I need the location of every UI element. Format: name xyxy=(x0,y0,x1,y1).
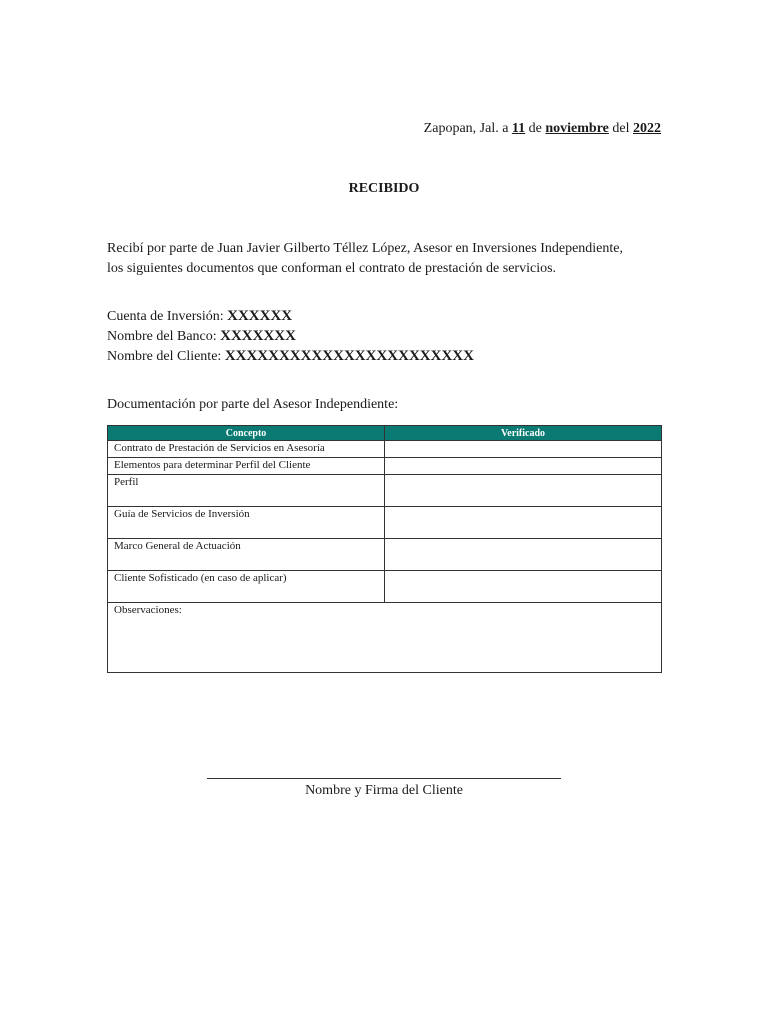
concepto-cell: Elementos para determinar Perfil del Cliente xyxy=(108,458,385,475)
table-row xyxy=(108,571,662,603)
table-row xyxy=(108,458,662,475)
date-de: de xyxy=(525,121,546,136)
field-banco xyxy=(107,328,296,345)
table-row xyxy=(108,507,662,539)
concepto-cell: Cliente Sofisticado (en caso de aplicar) xyxy=(108,571,385,603)
field-cliente xyxy=(107,348,474,365)
observaciones-row xyxy=(108,603,662,673)
verificado-cell[interactable] xyxy=(385,441,662,458)
field-value: XXXXXX xyxy=(227,308,293,324)
verificado-cell[interactable] xyxy=(385,458,662,475)
concepto-cell: Perfil xyxy=(108,475,385,507)
header-concepto: Concepto xyxy=(108,426,385,441)
table-row xyxy=(108,441,662,458)
concepto-cell: Contrato de Prestación de Servicios en Asesoría xyxy=(108,441,385,458)
date-line xyxy=(424,121,661,137)
field-value: XXXXXXXXXXXXXXXXXXXXXXX xyxy=(224,348,474,364)
intro-paragraph: Recibí por parte de Juan Javier Gilberto Téllez López, Asesor en Inversiones Independiente, los siguientes documentos que conforman el contrato de prestación de servicios. xyxy=(107,241,624,276)
date-day: 11 xyxy=(511,121,526,136)
documents-table xyxy=(107,425,662,673)
signature-line xyxy=(207,778,561,779)
signature-label: Nombre y Firma del Cliente xyxy=(305,783,463,798)
date-month: noviembre xyxy=(545,121,609,136)
field-label: Nombre del Cliente: xyxy=(107,349,225,364)
document-title: RECIBIDO xyxy=(348,181,420,196)
verificado-cell[interactable] xyxy=(385,539,662,571)
concepto-cell: Guía de Servicios de Inversión xyxy=(108,507,385,539)
header-verificado: Verificado xyxy=(385,426,662,441)
field-value: XXXXXXX xyxy=(220,328,296,344)
verificado-cell[interactable] xyxy=(385,475,662,507)
table-header-row xyxy=(108,426,662,441)
concepto-cell: Marco General de Actuación xyxy=(108,539,385,571)
date-prefix: Zapopan, Jal. a xyxy=(423,121,512,136)
date-year: 2022 xyxy=(633,121,661,136)
table-row xyxy=(108,539,662,571)
verificado-cell[interactable] xyxy=(385,571,662,603)
field-label: Cuenta de Inversión: xyxy=(107,309,228,324)
date-del: del xyxy=(608,121,633,136)
field-cuenta xyxy=(107,308,292,325)
table-row xyxy=(108,475,662,507)
verificado-cell[interactable] xyxy=(385,507,662,539)
documentation-heading: Documentación por parte del Asesor Independiente: xyxy=(107,397,399,412)
field-label: Nombre del Banco: xyxy=(107,329,221,344)
observaciones-cell[interactable]: Observaciones: xyxy=(108,603,662,673)
